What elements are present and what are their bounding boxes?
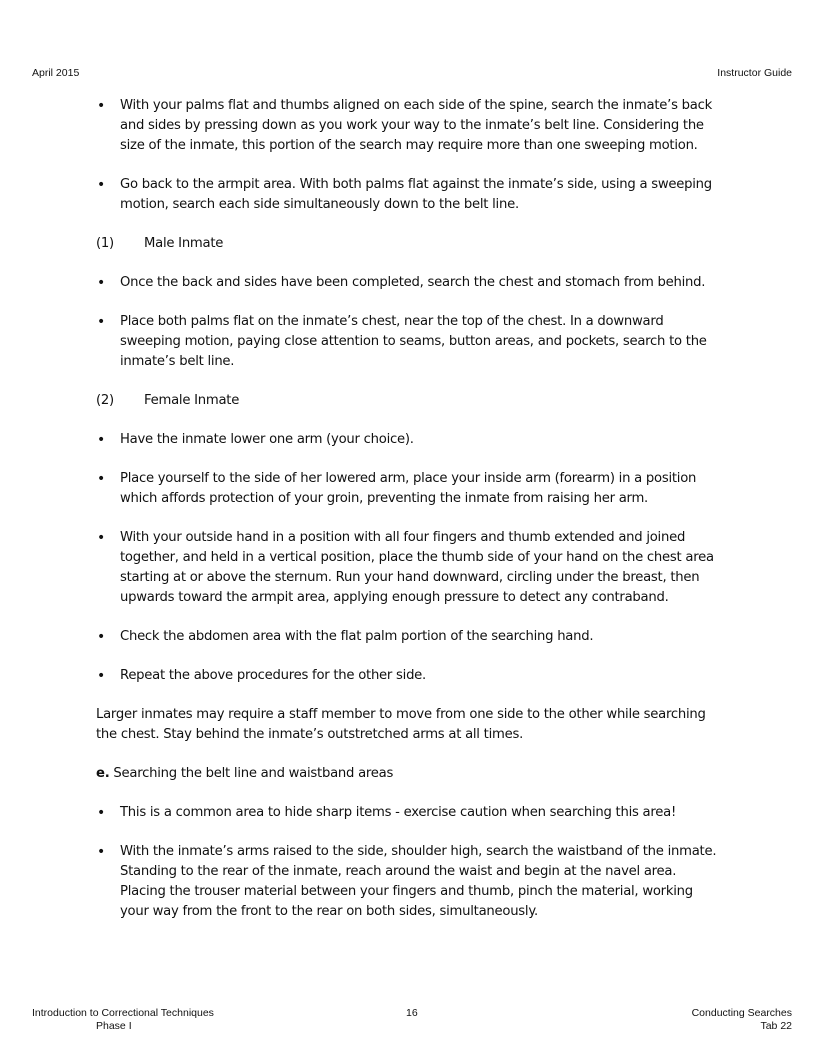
female-inmate-heading (96, 391, 722, 411)
footer-topic-title: Conducting Searches (691, 1007, 792, 1019)
bullet-item (96, 175, 722, 215)
bullet-text: Go back to the armpit area. With both palms flat against the inmate’s side, using a sweeping motion, search each side simultaneously down to the belt line. (120, 177, 712, 212)
bullet-text: Check the abdomen area with the flat palm portion of the searching hand. (120, 629, 594, 644)
male-label: Male Inmate (144, 236, 224, 251)
bullet-glyph: • (97, 530, 106, 546)
footer-course-title: Introduction to Correctional Techniques (32, 1007, 214, 1019)
bullet-text: This is a common area to hide sharp items - exercise caution when searching this area! (120, 805, 677, 820)
bullet-text: Once the back and sides have been completed, search the chest and stomach from behind. (120, 275, 706, 290)
bullet-text: With your palms flat and thumbs aligned on each side of the spine, search the inmate’s back and sides by pressing down as you work your way to the inmate’s belt line. Considering the size of the inmate, this portion of the search may require more than one sweeping motion. (120, 98, 712, 153)
bullet-item (96, 803, 722, 823)
section-letter: e. (96, 766, 110, 781)
header-guide-label: Instructor Guide (717, 67, 792, 79)
female-number: (2) (96, 393, 114, 408)
footer-topic (692, 1007, 792, 1033)
bullet-item (96, 627, 722, 647)
header-date: April 2015 (32, 67, 80, 79)
male-number: (1) (96, 236, 114, 251)
section-e-heading (96, 764, 722, 784)
bullet-text: With the inmate’s arms raised to the side, shoulder high, search the waistband of the inmate. Standing to the rear of the inmate, reach around the waist and begin at the navel area. Placing the trouser material between your fingers and thumb, pinch the material, working your way from the front to the rear on both sides, simultaneously. (120, 844, 717, 919)
body-paragraph: Larger inmates may require a staff member to move from one side to the other while searching the chest. Stay behind the inmate’s outstretched arms at all times. (96, 707, 706, 742)
page-content (96, 96, 722, 941)
footer-course (32, 1007, 214, 1033)
bullet-item (96, 312, 722, 372)
bullet-text: With your outside hand in a position with all four fingers and thumb extended and joined together, and held in a vertical position, place the thumb side of your hand on the chest area starting at or above the sternum. Run your hand downward, circling under the breast, then upwards toward the armpit area, applying enough pressure to detect any contraband. (120, 530, 714, 605)
bullet-glyph: • (97, 844, 106, 860)
male-inmate-heading (96, 234, 722, 254)
page-header (32, 67, 792, 81)
bullet-text: Place yourself to the side of her lowered arm, place your inside arm (forearm) in a position which affords protection of your groin, preventing the inmate from raising her arm. (120, 471, 697, 506)
section-title: Searching the belt line and waistband areas (113, 766, 394, 781)
bullet-glyph: • (97, 668, 106, 684)
bullet-glyph: • (97, 471, 106, 487)
bullet-text: Repeat the above procedures for the other side. (120, 668, 426, 683)
bullet-item (96, 666, 722, 686)
bullet-glyph: • (97, 805, 106, 821)
bullet-item (96, 96, 722, 156)
bullet-item (96, 469, 722, 509)
bullet-glyph: • (97, 629, 106, 645)
bullet-item (96, 273, 722, 293)
page-number: 16 (406, 1007, 418, 1019)
bullet-text: Have the inmate lower one arm (your choice). (120, 432, 414, 447)
bullet-text: Place both palms flat on the inmate’s chest, near the top of the chest. In a downward sweeping motion, paying close attention to seams, button areas, and pockets, search to the inmate’s belt line. (120, 314, 707, 369)
bullet-glyph: • (97, 275, 106, 291)
footer-phase: Phase I (96, 1020, 132, 1032)
bullet-glyph: • (97, 432, 106, 448)
bullet-item (96, 430, 722, 450)
bullet-glyph: • (97, 98, 106, 114)
footer-tab: Tab 22 (760, 1020, 792, 1032)
bullet-item (96, 842, 722, 922)
bullet-item (96, 528, 722, 608)
bullet-glyph: • (97, 314, 106, 330)
bullet-glyph: • (97, 177, 106, 193)
female-label: Female Inmate (144, 393, 240, 408)
